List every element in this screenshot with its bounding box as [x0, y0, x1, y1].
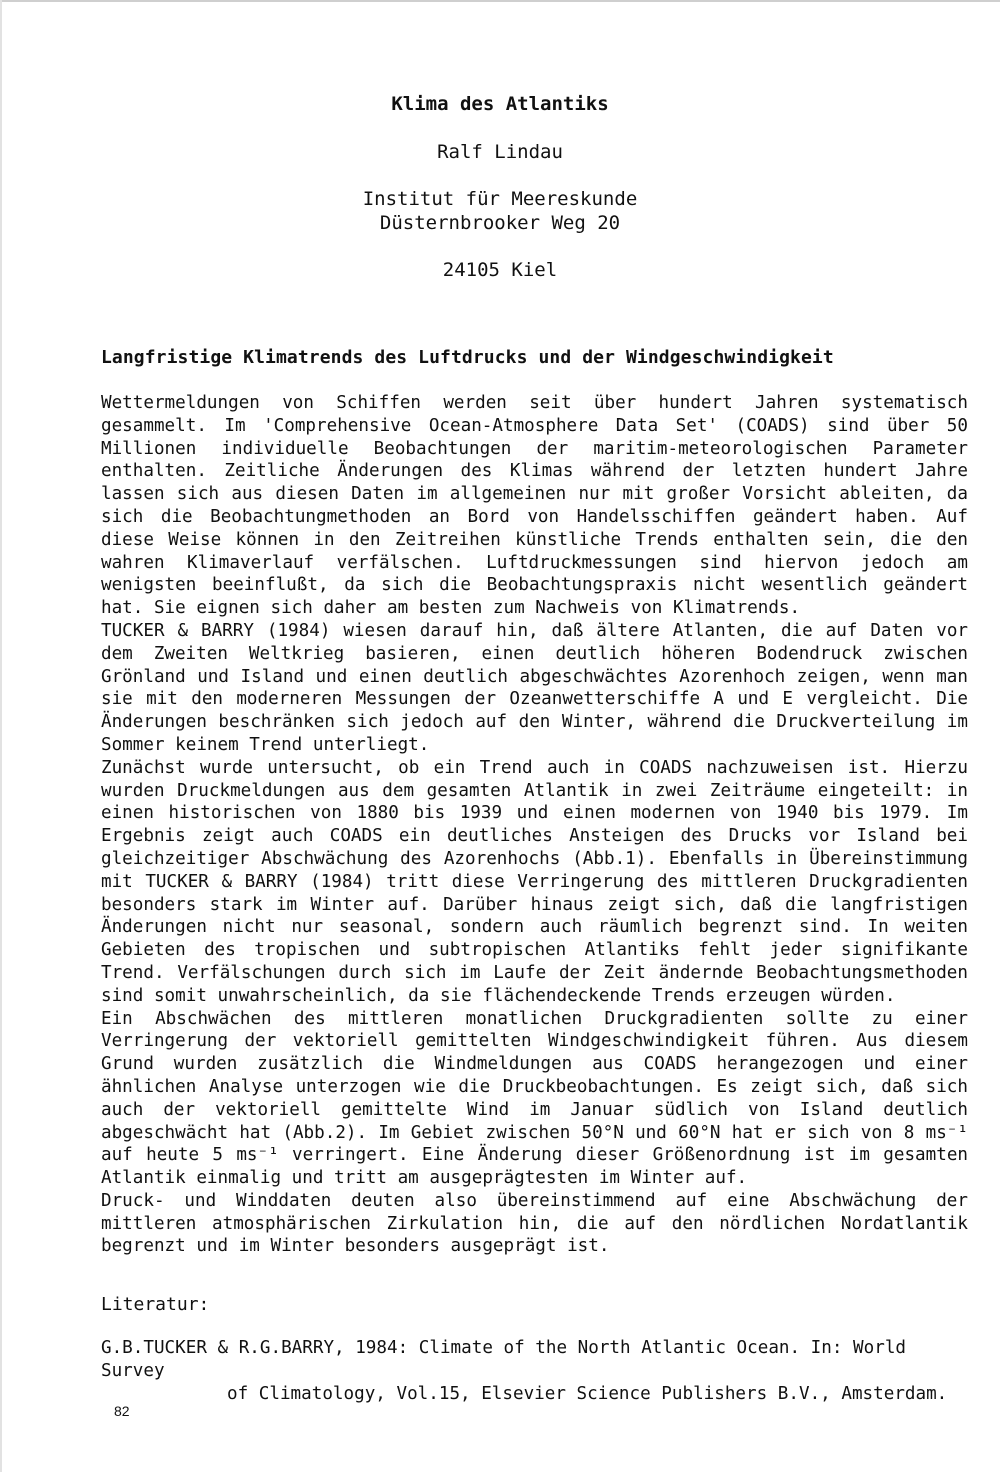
- paragraph: Druck- und Winddaten deuten also übereinstimmend auf eine Abschwächung der mittleren atmosphärischen Zirkulation hin, die auf den nördlichen Nordatlantik begrenzt und im Winter besonders ausgeprägt ist.: [101, 1190, 968, 1257]
- reference-line-2: of Climatology, Vol.15, Elsevier Science Publishers B.V., Amsterdam.: [227, 1384, 948, 1404]
- page-number: 82: [114, 1403, 130, 1419]
- document-title: Klima des Atlantiks: [391, 93, 609, 115]
- reference-line-1: G.B.TUCKER & R.G.BARRY, 1984: Climate of the North Atlantic Ocean. In: World Survey: [101, 1338, 907, 1381]
- literature-reference: [101, 1337, 968, 1406]
- paragraph: Ein Abschwächen des mittleren monatlichen Druckgradienten sollte zu einer Verringerung der vektoriell gemittelten Windgeschwindigkeit führen. Aus diesem Grund wurden zusätzlich die Windmeldungen aus COADS herangezogen und einer ähnlichen Analyse unterzogen wie die Druckbeobachtungen. Es zeigt sich, daß sich auch der vektoriell gemittelte Wind im Januar südlich von Island deutlich abgeschwächt hat (Abb.2). Im Gebiet zwischen 50°N und 60°N hat er sich von 8 ms⁻¹ auf heute 5 ms⁻¹ verringert. Eine Änderung dieser Größenordnung ist im gesamten Atlantik einmalig und tritt am ausgeprägtesten im Winter auf.: [101, 1008, 968, 1189]
- author-name: Ralf Lindau: [437, 141, 563, 163]
- paragraph: Zunächst wurde untersucht, ob ein Trend auch in COADS nachzuweisen ist. Hierzu wurden Druckmeldungen aus dem gesamten Atlantik in zwei Zeiträume eingeteilt: in einen historischen von 1880 bis 1939 und einen modernen von 1940 bis 1979. Im Ergebnis zeigt auch COADS ein deutliches Ansteigen des Drucks vor Island bei gleichzeitiger Abschwächung des Azorenhochs (Abb.1). Ebenfalls in Übereinstimmung mit TUCKER & BARRY (1984) tritt diese Verringerung des mittleren Druckgradienten besonders stark im Winter auf. Darüber hinaus zeigt sich, daß die langfristigen Änderungen nicht nur seasonal, sondern auch räumlich begrenzt sind. In weiten Gebieten des tropischen und subtropischen Atlantiks fehlt jeder signifikante Trend. Verfälschungen durch sich im Laufe der Zeit ändernde Beobachtungsmethoden sind somit unwahrscheinlich, da sie flächendeckende Trends erzeugen würden.: [101, 757, 968, 1006]
- section-heading: Langfristige Klimatrends des Luftdrucks und der Windgeschwindigkeit: [101, 347, 834, 368]
- literature-label: Literatur:: [101, 1294, 210, 1315]
- paragraph: TUCKER & BARRY (1984) wiesen darauf hin, daß ältere Atlanten, die auf Daten vor dem Zweiten Weltkrieg basieren, einen deutlich höheren Bodendruck zwischen Grönland und Island und einen deutlich abgeschwächtes Azorenhoch zeigen, wenn man sie mit den moderneren Messungen der Ozeanwetterschiffe A und E vergleicht. Die Änderungen beschränken sich jedoch auf den Winter, während die Druckverteilung im Sommer keinem Trend unterliegt.: [101, 620, 968, 755]
- body-text: [101, 392, 968, 1258]
- paragraph: Wettermeldungen von Schiffen werden seit über hundert Jahren systematisch gesammelt. Im 'Comprehensive Ocean-Atmosphere Data Set' (COADS) sind über 50 Millionen individuelle Beobachtungen der maritim-meteorologischen Parameter enthalten. Zeitliche Änderungen des Klimas während der letzten hundert Jahre lassen sich aus diesen Daten im allgemeinen nur mit großer Vorsicht ableiten, da sich die Beobachtungmethoden an Bord von Handelsschiffen geändert haben. Auf diese Weise können in den Zeitreihen künstliche Trends enthalten sein, die den wahren Klimaverlauf verfälschen. Luftdruckmessungen sind hiervon jedoch am wenigsten beeinflußt, da sich die Beobachtungspraxis nicht wesentlich geändert hat. Sie eignen sich daher am besten zum Nachweis von Klimatrends.: [101, 393, 968, 619]
- institute-city: 24105 Kiel: [442, 259, 558, 281]
- scan-border-top: [0, 0, 1000, 2]
- institute-name: Institut für Meereskunde: [362, 188, 638, 210]
- institute-street: Düsternbrooker Weg 20: [379, 212, 621, 234]
